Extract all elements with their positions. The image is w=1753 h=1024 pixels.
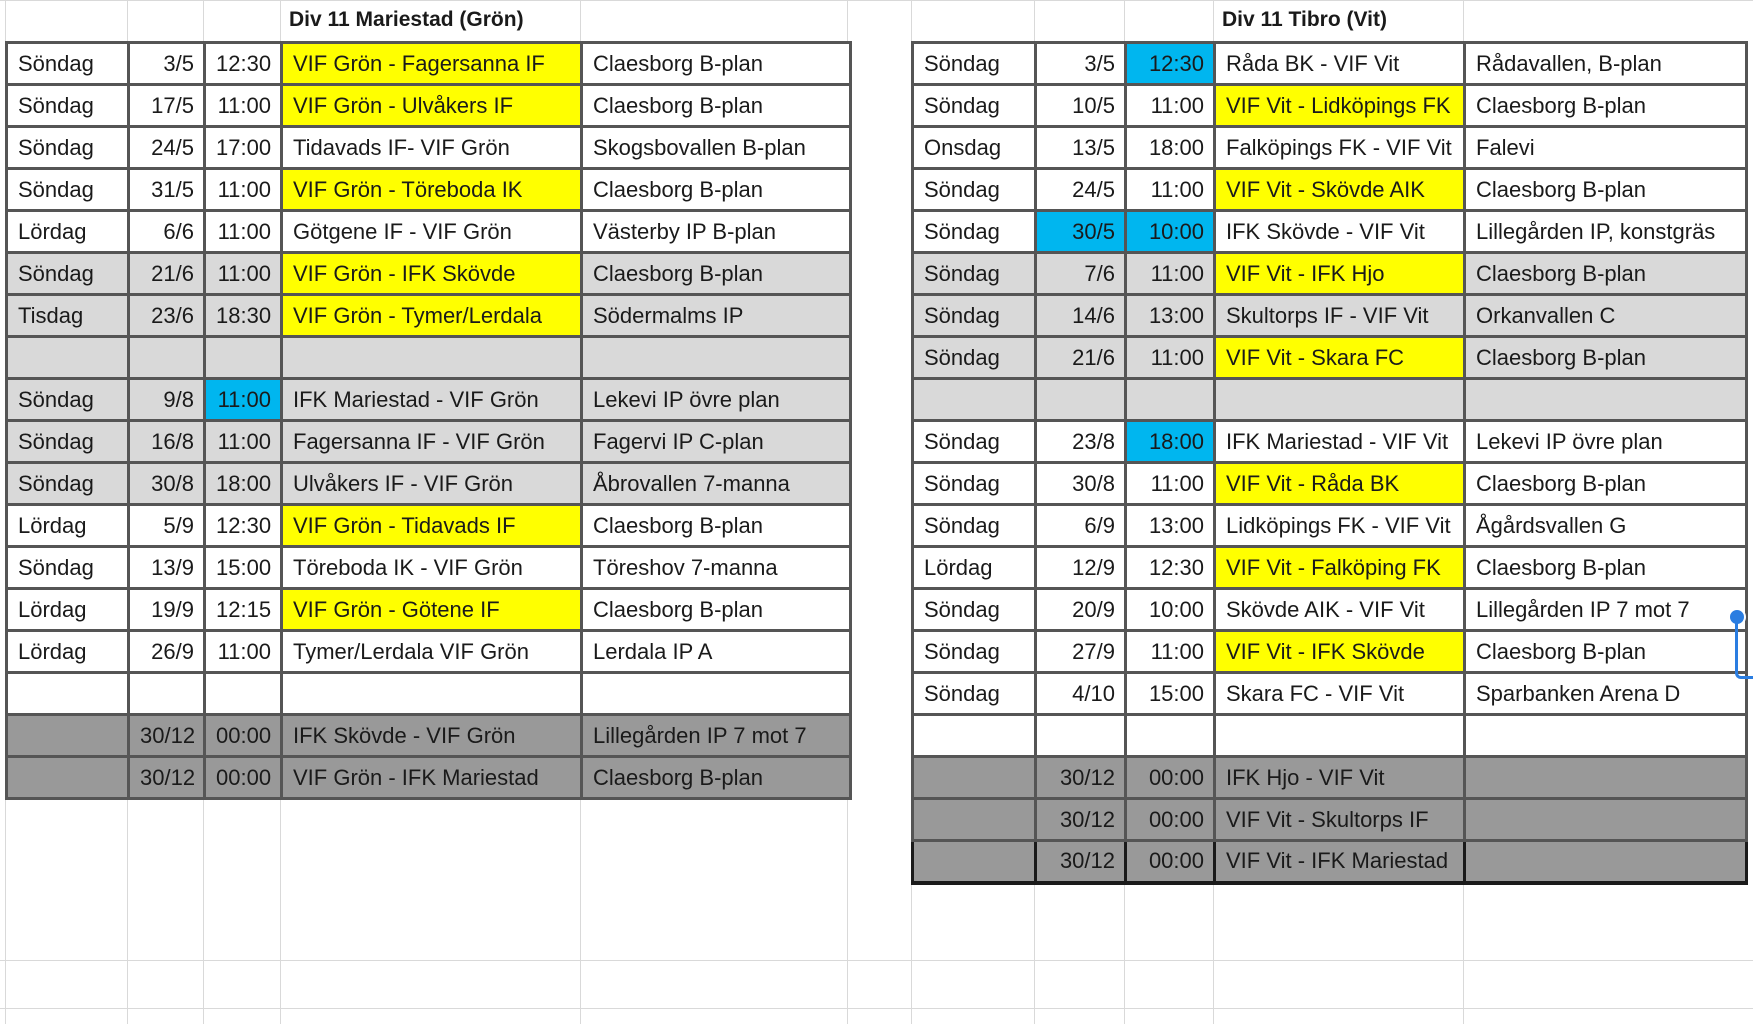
right-schedule-table — [911, 41, 1748, 885]
time-cell[interactable]: 17:00 — [205, 127, 282, 169]
date-cell[interactable]: 19/9 — [129, 589, 205, 631]
day-cell[interactable]: Söndag — [913, 253, 1036, 295]
table-row — [7, 715, 851, 757]
match-cell[interactable]: VIF Vit - Skultorps IF — [1215, 799, 1465, 841]
time-cell[interactable]: 15:00 — [1126, 673, 1215, 715]
table-row — [913, 253, 1747, 295]
venue-cell[interactable] — [1465, 757, 1747, 799]
table-row — [7, 85, 851, 127]
day-cell[interactable]: Söndag — [913, 463, 1036, 505]
time-cell[interactable]: 13:00 — [1126, 295, 1215, 337]
venue-cell[interactable] — [1465, 379, 1747, 421]
time-cell[interactable]: 18:30 — [205, 295, 282, 337]
table-row — [913, 715, 1747, 757]
day-cell[interactable]: Söndag — [7, 85, 129, 127]
venue-cell[interactable]: Sparbanken Arena D — [1465, 673, 1747, 715]
venue-cell[interactable]: Åbrovallen 7-manna — [582, 463, 851, 505]
venue-cell[interactable]: Claesborg B-plan — [582, 169, 851, 211]
date-cell[interactable]: 24/5 — [1036, 169, 1126, 211]
day-cell[interactable]: Söndag — [7, 169, 129, 211]
date-cell[interactable]: 14/6 — [1036, 295, 1126, 337]
date-cell[interactable]: 30/12 — [1036, 757, 1126, 799]
time-cell[interactable]: 12:30 — [205, 505, 282, 547]
venue-cell[interactable]: Lillegården IP, konstgräs — [1465, 211, 1747, 253]
time-cell[interactable]: 12:30 — [205, 43, 282, 85]
day-cell[interactable]: Lördag — [7, 589, 129, 631]
table-row — [913, 379, 1747, 421]
match-cell[interactable] — [282, 337, 582, 379]
date-cell[interactable]: 20/9 — [1036, 589, 1126, 631]
table-row — [7, 337, 851, 379]
time-cell[interactable]: 18:00 — [1126, 127, 1215, 169]
day-cell[interactable]: Söndag — [913, 673, 1036, 715]
day-cell[interactable] — [913, 799, 1036, 841]
day-cell[interactable] — [7, 337, 129, 379]
day-cell[interactable]: Lördag — [7, 631, 129, 673]
table-row — [7, 127, 851, 169]
time-cell[interactable]: 00:00 — [1126, 841, 1215, 883]
time-cell[interactable]: 18:00 — [205, 463, 282, 505]
venue-cell[interactable]: Claesborg B-plan — [582, 253, 851, 295]
match-cell[interactable]: Råda BK - VIF Vit — [1215, 43, 1465, 85]
date-cell[interactable]: 24/5 — [129, 127, 205, 169]
table-row — [7, 589, 851, 631]
venue-cell[interactable]: Töreshov 7-manna — [582, 547, 851, 589]
time-cell[interactable]: 11:00 — [1126, 463, 1215, 505]
match-cell[interactable]: VIF Grön - IFK Mariestad — [282, 757, 582, 799]
date-cell[interactable] — [1036, 379, 1126, 421]
time-cell[interactable]: 00:00 — [1126, 757, 1215, 799]
table-row — [913, 463, 1747, 505]
venue-cell[interactable]: Claesborg B-plan — [582, 85, 851, 127]
time-cell[interactable]: 11:00 — [1126, 337, 1215, 379]
date-cell[interactable]: 30/12 — [129, 757, 205, 799]
day-cell[interactable]: Söndag — [7, 253, 129, 295]
time-cell[interactable]: 11:00 — [1126, 631, 1215, 673]
time-cell[interactable]: 11:00 — [1126, 169, 1215, 211]
day-cell[interactable]: Söndag — [913, 85, 1036, 127]
day-cell[interactable]: Söndag — [913, 169, 1036, 211]
time-cell[interactable]: 18:00 — [1126, 421, 1215, 463]
day-cell[interactable] — [7, 757, 129, 799]
day-cell[interactable]: Söndag — [7, 43, 129, 85]
day-cell[interactable]: Söndag — [7, 379, 129, 421]
date-cell[interactable]: 30/12 — [1036, 841, 1126, 883]
date-cell[interactable]: 16/8 — [129, 421, 205, 463]
date-cell[interactable]: 30/5 — [1036, 211, 1126, 253]
time-cell[interactable] — [205, 337, 282, 379]
time-cell[interactable]: 10:00 — [1126, 211, 1215, 253]
day-cell[interactable]: Lördag — [7, 211, 129, 253]
table-row — [7, 253, 851, 295]
time-cell[interactable]: 11:00 — [205, 421, 282, 463]
venue-cell[interactable] — [582, 673, 851, 715]
table-row — [7, 421, 851, 463]
day-cell[interactable] — [913, 841, 1036, 883]
venue-cell[interactable]: Claesborg B-plan — [1465, 547, 1747, 589]
day-cell[interactable] — [913, 757, 1036, 799]
date-cell[interactable]: 23/6 — [129, 295, 205, 337]
venue-cell[interactable]: Claesborg B-plan — [1465, 253, 1747, 295]
venue-cell[interactable]: Ågårdsvallen G — [1465, 505, 1747, 547]
table-row — [7, 463, 851, 505]
table-row — [913, 85, 1747, 127]
table-row — [7, 379, 851, 421]
match-cell[interactable]: Skultorps IF - VIF Vit — [1215, 295, 1465, 337]
date-cell[interactable] — [129, 337, 205, 379]
venue-cell[interactable]: Rådavallen, B-plan — [1465, 43, 1747, 85]
table-row — [913, 505, 1747, 547]
gridline — [0, 1008, 1753, 1009]
table-row — [913, 547, 1747, 589]
time-cell[interactable]: 12:30 — [1126, 43, 1215, 85]
match-cell[interactable] — [1215, 715, 1465, 757]
table-row — [913, 169, 1747, 211]
time-cell[interactable]: 15:00 — [205, 547, 282, 589]
day-cell[interactable] — [7, 715, 129, 757]
table-row — [913, 421, 1747, 463]
table-row — [913, 43, 1747, 85]
day-cell[interactable]: Söndag — [913, 337, 1036, 379]
match-cell[interactable]: Skara FC - VIF Vit — [1215, 673, 1465, 715]
match-cell[interactable]: IFK Skövde - VIF Grön — [282, 715, 582, 757]
time-cell[interactable]: 00:00 — [1126, 799, 1215, 841]
day-cell[interactable] — [913, 379, 1036, 421]
left-table-title: Div 11 Mariestad (Grön) — [289, 8, 524, 31]
date-cell[interactable]: 9/8 — [129, 379, 205, 421]
table-row — [913, 589, 1747, 631]
match-cell[interactable]: Töreboda IK - VIF Grön — [282, 547, 582, 589]
venue-cell[interactable]: Lillegården IP 7 mot 7 — [1465, 589, 1747, 631]
date-cell[interactable]: 13/5 — [1036, 127, 1126, 169]
date-cell[interactable]: 4/10 — [1036, 673, 1126, 715]
date-cell[interactable]: 27/9 — [1036, 631, 1126, 673]
match-cell[interactable]: Falköpings FK - VIF Vit — [1215, 127, 1465, 169]
venue-cell[interactable]: Falevi — [1465, 127, 1747, 169]
venue-cell[interactable]: Claesborg B-plan — [1465, 337, 1747, 379]
table-row — [913, 757, 1747, 799]
match-cell[interactable]: VIF Vit - Råda BK — [1215, 463, 1465, 505]
date-cell[interactable]: 31/5 — [129, 169, 205, 211]
match-cell[interactable]: IFK Mariestad - VIF Grön — [282, 379, 582, 421]
match-cell[interactable]: Fagersanna IF - VIF Grön — [282, 421, 582, 463]
date-cell[interactable]: 5/9 — [129, 505, 205, 547]
day-cell[interactable]: Söndag — [7, 463, 129, 505]
time-cell[interactable]: 11:00 — [1126, 253, 1215, 295]
match-cell[interactable]: VIF Grön - Fagersanna IF — [282, 43, 582, 85]
day-cell[interactable]: Söndag — [913, 589, 1036, 631]
match-cell[interactable]: IFK Mariestad - VIF Vit — [1215, 421, 1465, 463]
time-cell[interactable]: 00:00 — [205, 757, 282, 799]
venue-cell[interactable]: Claesborg B-plan — [1465, 463, 1747, 505]
time-cell[interactable]: 11:00 — [205, 253, 282, 295]
date-cell[interactable]: 26/9 — [129, 631, 205, 673]
table-row — [7, 43, 851, 85]
venue-cell[interactable]: Södermalms IP — [582, 295, 851, 337]
time-cell[interactable]: 00:00 — [205, 715, 282, 757]
table-row — [7, 673, 851, 715]
venue-cell[interactable]: Orkanvallen C — [1465, 295, 1747, 337]
date-cell[interactable]: 17/5 — [129, 85, 205, 127]
day-cell[interactable] — [913, 715, 1036, 757]
table-row — [7, 295, 851, 337]
match-cell[interactable]: VIF Grön - Tidavads IF — [282, 505, 582, 547]
day-cell[interactable]: Söndag — [7, 127, 129, 169]
right-table-title: Div 11 Tibro (Vit) — [1222, 8, 1387, 31]
time-cell[interactable]: 10:00 — [1126, 589, 1215, 631]
venue-cell[interactable]: Claesborg B-plan — [582, 757, 851, 799]
table-row — [7, 211, 851, 253]
match-cell[interactable]: VIF Vit - Skara FC — [1215, 337, 1465, 379]
match-cell[interactable]: Tidavads IF- VIF Grön — [282, 127, 582, 169]
table-row — [913, 673, 1747, 715]
table-row — [913, 799, 1747, 841]
venue-cell[interactable]: Lekevi IP övre plan — [582, 379, 851, 421]
left-schedule-table — [5, 41, 852, 800]
date-cell[interactable]: 30/12 — [1036, 799, 1126, 841]
time-cell[interactable]: 11:00 — [1126, 85, 1215, 127]
venue-cell[interactable]: Skogsbovallen B-plan — [582, 127, 851, 169]
time-cell[interactable]: 11:00 — [205, 631, 282, 673]
day-cell[interactable]: Söndag — [7, 547, 129, 589]
date-cell[interactable]: 3/5 — [1036, 43, 1126, 85]
venue-cell[interactable] — [582, 337, 851, 379]
time-cell[interactable] — [205, 673, 282, 715]
venue-cell[interactable]: Fagervi IP C-plan — [582, 421, 851, 463]
table-row — [913, 295, 1747, 337]
match-cell[interactable]: VIF Vit - IFK Hjo — [1215, 253, 1465, 295]
match-cell[interactable]: VIF Grön - Ulvåkers IF — [282, 85, 582, 127]
venue-cell[interactable]: Västerby IP B-plan — [582, 211, 851, 253]
match-cell[interactable]: VIF Grön - Götene IF — [282, 589, 582, 631]
table-row — [913, 631, 1747, 673]
date-cell[interactable]: 12/9 — [1036, 547, 1126, 589]
date-cell[interactable]: 7/6 — [1036, 253, 1126, 295]
table-row — [7, 169, 851, 211]
day-cell[interactable]: Söndag — [913, 421, 1036, 463]
match-cell[interactable]: VIF Vit - IFK Mariestad — [1215, 841, 1465, 883]
day-cell[interactable]: Onsdag — [913, 127, 1036, 169]
day-cell[interactable] — [7, 673, 129, 715]
date-cell[interactable]: 13/9 — [129, 547, 205, 589]
day-cell[interactable]: Söndag — [913, 43, 1036, 85]
table-row — [913, 337, 1747, 379]
match-cell[interactable]: Skövde AIK - VIF Vit — [1215, 589, 1465, 631]
venue-cell[interactable] — [1465, 715, 1747, 757]
date-cell[interactable]: 10/5 — [1036, 85, 1126, 127]
venue-cell[interactable]: Claesborg B-plan — [1465, 85, 1747, 127]
venue-cell[interactable]: Lerdala IP A — [582, 631, 851, 673]
date-cell[interactable]: 30/8 — [1036, 463, 1126, 505]
time-cell[interactable]: 12:15 — [205, 589, 282, 631]
match-cell[interactable]: IFK Hjo - VIF Vit — [1215, 757, 1465, 799]
time-cell[interactable]: 11:00 — [205, 169, 282, 211]
time-cell[interactable]: 11:00 — [205, 379, 282, 421]
match-cell[interactable]: Tymer/Lerdala VIF Grön — [282, 631, 582, 673]
day-cell[interactable]: Söndag — [913, 631, 1036, 673]
time-cell[interactable]: 11:00 — [205, 85, 282, 127]
match-cell[interactable]: VIF Vit - Skövde AIK — [1215, 169, 1465, 211]
match-cell[interactable]: Ulvåkers IF - VIF Grön — [282, 463, 582, 505]
time-cell[interactable]: 12:30 — [1126, 547, 1215, 589]
table-row — [7, 505, 851, 547]
date-cell[interactable] — [1036, 715, 1126, 757]
venue-cell[interactable] — [1465, 799, 1747, 841]
time-cell[interactable] — [1126, 715, 1215, 757]
venue-cell[interactable]: Claesborg B-plan — [1465, 169, 1747, 211]
time-cell[interactable] — [1126, 379, 1215, 421]
venue-cell[interactable]: Claesborg B-plan — [582, 589, 851, 631]
table-row — [7, 547, 851, 589]
venue-cell[interactable]: Claesborg B-plan — [582, 43, 851, 85]
venue-cell[interactable]: Lekevi IP övre plan — [1465, 421, 1747, 463]
venue-cell[interactable] — [1465, 841, 1747, 883]
time-cell[interactable]: 13:00 — [1126, 505, 1215, 547]
match-cell[interactable]: VIF Vit - IFK Skövde — [1215, 631, 1465, 673]
day-cell[interactable]: Tisdag — [7, 295, 129, 337]
match-cell[interactable] — [282, 673, 582, 715]
gridline — [0, 0, 1753, 1]
date-cell[interactable]: 23/8 — [1036, 421, 1126, 463]
match-cell[interactable]: VIF Grön - IFK Skövde — [282, 253, 582, 295]
date-cell[interactable]: 3/5 — [129, 43, 205, 85]
day-cell[interactable]: Söndag — [913, 505, 1036, 547]
match-cell[interactable]: IFK Skövde - VIF Vit — [1215, 211, 1465, 253]
venue-cell[interactable]: Lillegården IP 7 mot 7 — [582, 715, 851, 757]
date-cell[interactable]: 30/12 — [129, 715, 205, 757]
table-row — [913, 841, 1747, 883]
day-cell[interactable]: Söndag — [913, 211, 1036, 253]
selection-outline — [1735, 620, 1753, 679]
table-row — [913, 127, 1747, 169]
date-cell[interactable]: 21/6 — [1036, 337, 1126, 379]
match-cell[interactable] — [1215, 379, 1465, 421]
table-row — [7, 757, 851, 799]
venue-cell[interactable]: Claesborg B-plan — [1465, 631, 1747, 673]
venue-cell[interactable]: Claesborg B-plan — [582, 505, 851, 547]
day-cell[interactable]: Söndag — [913, 295, 1036, 337]
table-row — [913, 211, 1747, 253]
time-cell[interactable]: 11:00 — [205, 211, 282, 253]
gridline — [0, 960, 1753, 961]
match-cell[interactable]: Lidköpings FK - VIF Vit — [1215, 505, 1465, 547]
day-cell[interactable]: Lördag — [7, 505, 129, 547]
date-cell[interactable]: 30/8 — [129, 463, 205, 505]
date-cell[interactable]: 6/6 — [129, 211, 205, 253]
table-row — [7, 631, 851, 673]
date-cell[interactable]: 6/9 — [1036, 505, 1126, 547]
date-cell[interactable] — [129, 673, 205, 715]
match-cell[interactable]: Götgene IF - VIF Grön — [282, 211, 582, 253]
day-cell[interactable]: Söndag — [7, 421, 129, 463]
day-cell[interactable]: Lördag — [913, 547, 1036, 589]
match-cell[interactable]: VIF Vit - Falköping FK — [1215, 547, 1465, 589]
date-cell[interactable]: 21/6 — [129, 253, 205, 295]
match-cell[interactable]: VIF Grön - Tymer/Lerdala — [282, 295, 582, 337]
match-cell[interactable]: VIF Vit - Lidköpings FK — [1215, 85, 1465, 127]
match-cell[interactable]: VIF Grön - Töreboda IK — [282, 169, 582, 211]
